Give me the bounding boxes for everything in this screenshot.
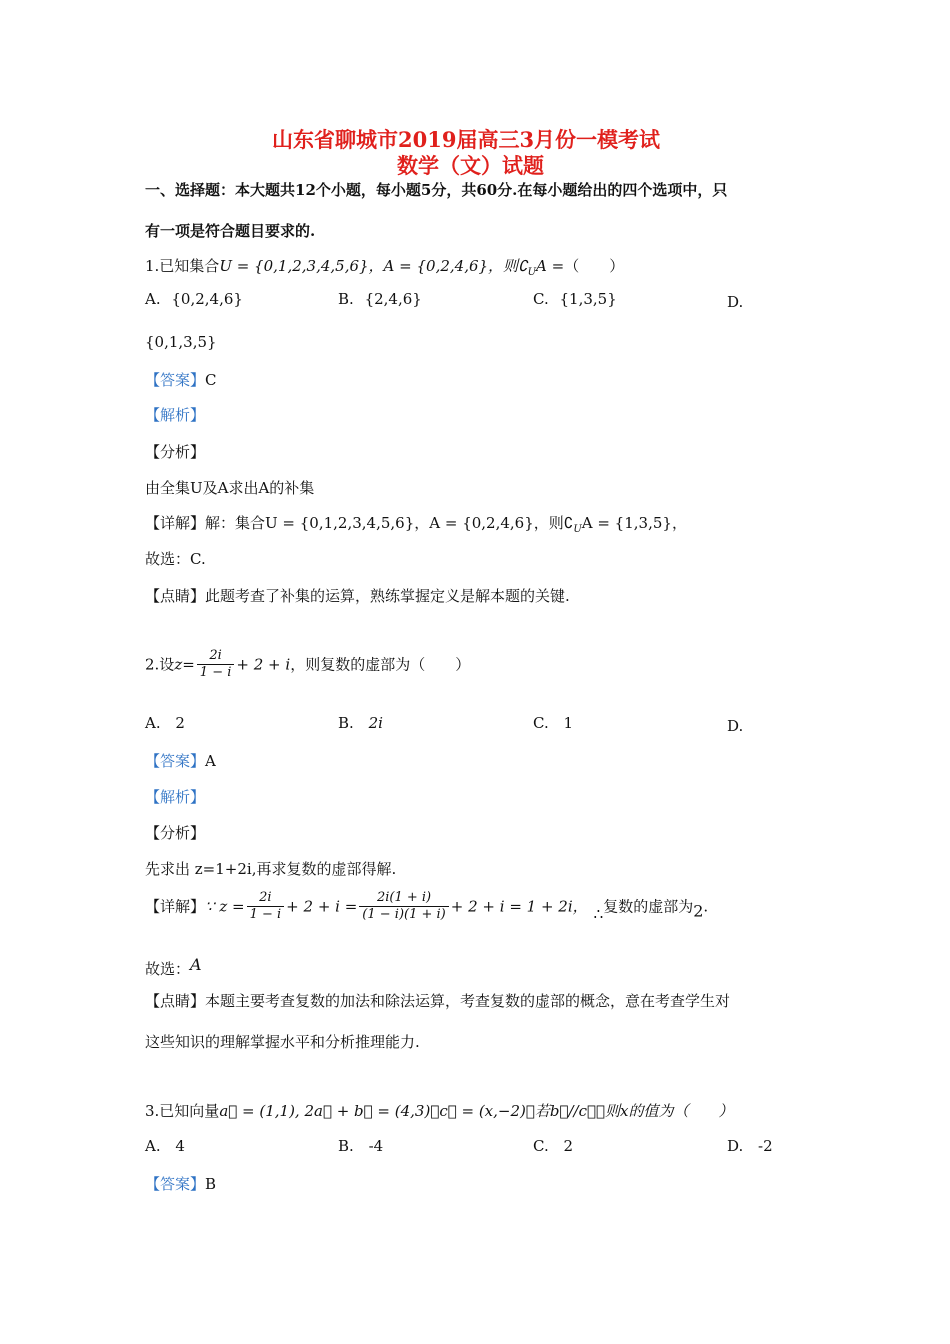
fraction-numerator: 2i(1 + i) [359, 890, 448, 907]
xiangjie-tag: 【详解】 [145, 897, 206, 916]
fraction-denominator: (1 − i)(1 + i) [362, 907, 446, 922]
fraction-denominator: 1 − i [199, 665, 232, 680]
xiangjie-text: 解：集合U = {0,1,2,3,4,5,6}，A = {0,2,4,6}，则∁ [205, 514, 574, 532]
xiangjie-mid1: + 2 + i = [286, 897, 358, 916]
page-title-line1: 山东省聊城市2019届高三3月份一模考试 [272, 127, 661, 152]
q1-option-a [145, 289, 243, 309]
q1-jiexi-tag: 【解析】 [145, 406, 206, 424]
answer-tag: 【答案】 [145, 752, 206, 770]
q2-z-eq: z= [174, 655, 195, 674]
q2-answer [145, 751, 216, 771]
section-heading-line2: 有一项是符合题目要求的. [145, 222, 316, 240]
dianjing-text: 本题主要考查复数的加法和除法运算，考查复数的虚部的概念，意在考查学生对 [205, 992, 731, 1010]
option-value: 4 [175, 1137, 185, 1155]
q3-option-a [145, 1136, 185, 1156]
option-label: C. [533, 290, 549, 308]
q2-jiexi-tag: 【解析】 [145, 788, 206, 806]
q1-fenxi: 由全集U及A求出A的补集 [145, 479, 315, 497]
option-label: C. [533, 714, 549, 732]
option-value: 2 [563, 1137, 574, 1155]
xiangjie-fraction-1 [247, 890, 285, 923]
q1-xiangjie [145, 513, 687, 540]
q2-stem-tail: ，则复数的虚部为（ ） [290, 655, 471, 674]
guxuan-prefix: 故选： [145, 960, 191, 978]
xiangjie-xubu: 复数的虚部为 [603, 897, 694, 916]
option-value: 2 [175, 714, 185, 732]
xiangjie-because: ∵ z = [205, 897, 245, 916]
q1-guxuan: 故选：C. [145, 550, 206, 568]
q1-stem-tail: A = [536, 257, 565, 275]
answer-tag: 【答案】 [145, 371, 206, 389]
q2-dianjing-line2: 这些知识的理解掌握水平和分析推理能力. [145, 1033, 420, 1051]
q2-stem-after-frac: + 2 + i [236, 655, 291, 674]
option-value: 2i [368, 714, 383, 732]
q1-option-d-value: {0,1,3,5} [145, 333, 217, 351]
q2-fenxi-tag: 【分析】 [145, 824, 206, 842]
q2-stem [145, 648, 470, 681]
q2-fenxi: 先求出 z=1+2i,再求复数的虚部得解. [145, 860, 397, 878]
dianjing-text: 此题考查了补集的运算，熟练掌握定义是解本题的关键. [205, 587, 570, 605]
q2-option-b [338, 713, 383, 733]
xiangjie-fraction-2 [359, 890, 448, 923]
q2-fraction [197, 648, 235, 681]
q3-stem [145, 1101, 733, 1121]
option-label: D. [727, 717, 744, 735]
page-title-line2: 数学（文）试题 [397, 153, 544, 178]
q2-stem-prefix: 2.设 [145, 655, 175, 674]
q1-stem-math: U = {0,1,2,3,4,5,6}，A = {0,2,4,6}，则∁ [219, 257, 528, 275]
option-label: A. [145, 714, 161, 732]
option-value: -4 [368, 1137, 384, 1155]
fraction-numerator: 2i [197, 648, 235, 665]
q1-stem-paren: （ ） [564, 257, 625, 275]
q1-fenxi-tag: 【分析】 [145, 443, 206, 461]
answer-value: B [205, 1175, 217, 1193]
q1-dianjing [145, 586, 570, 606]
q1-stem-sub: U [527, 267, 537, 278]
option-label: B. [338, 290, 354, 308]
option-value: {2,4,6} [364, 290, 422, 308]
answer-tag: 【答案】 [145, 1175, 206, 1193]
q3-answer [145, 1174, 216, 1194]
option-value: {1,3,5} [559, 290, 617, 308]
fraction-numerator: 2i [247, 890, 285, 907]
xiangjie-tail: A = {1,3,5}， [581, 514, 687, 532]
option-value: -2 [758, 1137, 773, 1155]
xiangjie-mid2: + 2 + i = 1 + 2i， [450, 897, 588, 916]
fraction-denominator: 1 − i [249, 907, 282, 922]
xiangjie-sub: U [573, 524, 582, 535]
dianjing-tag: 【点睛】 [145, 992, 206, 1010]
q3-option-c [533, 1136, 573, 1156]
xiangjie-therefore: ∴ [593, 904, 604, 923]
q1-stem-prefix: 1.已知集合 [145, 257, 220, 275]
q2-option-d [727, 716, 743, 736]
q3-option-d [727, 1136, 773, 1156]
q2-option-a [145, 713, 185, 733]
q3-option-b [338, 1136, 383, 1156]
q1-option-c [533, 289, 617, 309]
q1-answer [145, 370, 217, 390]
xiangjie-xubu-dot: . [703, 897, 709, 916]
xiangjie-tag: 【详解】 [145, 514, 206, 532]
q1-option-d-label: D. [727, 293, 744, 311]
q3-stem-prefix: 3.已知向量 [145, 1102, 220, 1120]
q2-option-c [533, 713, 573, 733]
guxuan-value: A [190, 955, 202, 974]
q2-dianjing-line1 [145, 991, 730, 1011]
section-heading-line1: 一、选择题：本大题共12个小题，每小题5分，共60分.在每小题给出的四个选项中，只 [145, 181, 728, 199]
xiangjie-xubu-value: 2 [693, 901, 704, 921]
option-label: A. [145, 290, 161, 308]
option-label: C. [533, 1137, 549, 1155]
option-label: D. [727, 1137, 744, 1155]
answer-value: A [205, 752, 216, 770]
option-value: 1 [563, 714, 574, 732]
option-label: B. [338, 714, 354, 732]
option-label: A. [145, 1137, 161, 1155]
q3-stem-math: a⃗ = (1,1), 2a⃗ + b⃗ = (4,3)，c⃗ = (x,−2)，若b⃗//c⃗，则x的值为（ ） [219, 1102, 734, 1120]
q1-stem [145, 256, 624, 283]
q2-guxuan [145, 955, 202, 979]
option-value: {0,2,4,6} [171, 290, 243, 308]
q1-option-b [338, 289, 422, 309]
dianjing-tag: 【点睛】 [145, 587, 206, 605]
q2-xiangjie [145, 890, 708, 924]
answer-value: C [205, 371, 217, 389]
option-label: B. [338, 1137, 354, 1155]
